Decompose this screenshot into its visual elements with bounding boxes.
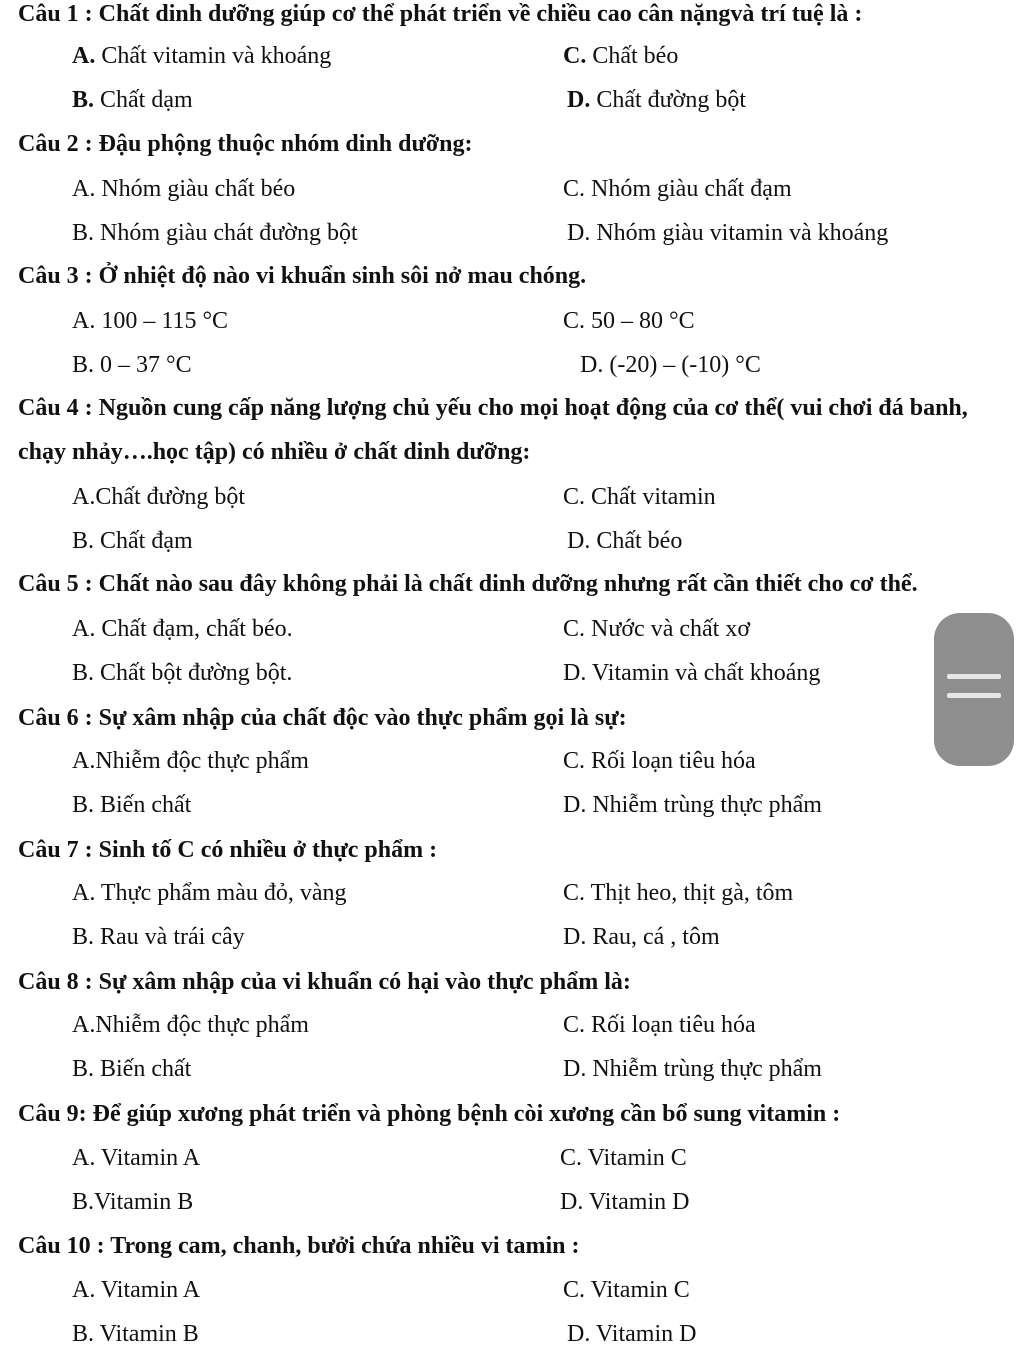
- question-9-option-d: D. Vitamin D: [560, 1189, 690, 1215]
- question-6-title: Câu 6 : Sự xâm nhập của chất độc vào thực phẩm gọi là sự:: [18, 705, 627, 731]
- question-3-option-b: B. 0 – 37 °C: [72, 352, 192, 378]
- question-1-option-a: [72, 41, 331, 71]
- option-text: Chất béo: [586, 43, 679, 69]
- question-9-title: Câu 9: Để giúp xương phát triển và phòng bệnh còi xương cần bổ sung vitamin :: [18, 1101, 841, 1127]
- option-text: Chất đường bột: [590, 87, 747, 113]
- question-3-option-a: A. 100 – 115 °C: [72, 308, 229, 334]
- question-5-option-d: D. Vitamin và chất khoáng: [563, 660, 821, 686]
- handle-grip-line-bottom: [947, 693, 1001, 698]
- question-5-option-b: B. Chất bột đường bột.: [72, 660, 293, 686]
- question-7-option-a: A. Thực phẩm màu đỏ, vàng: [72, 880, 347, 906]
- question-4-option-b: B. Chất đạm: [72, 528, 193, 554]
- question-10-option-b: B. Vitamin B: [72, 1321, 199, 1347]
- question-2-option-a: A. Nhóm giàu chất béo: [72, 176, 296, 202]
- question-6-option-a: A.Nhiễm độc thực phẩm: [72, 748, 309, 774]
- question-10-option-a: A. Vitamin A: [72, 1277, 201, 1303]
- question-9-option-b: B.Vitamin B: [72, 1189, 194, 1215]
- question-2-option-c: C. Nhóm giàu chất đạm: [563, 176, 792, 202]
- question-7-option-c: C. Thịt heo, thịt gà, tôm: [563, 880, 794, 906]
- option-text: Chất dạm: [94, 87, 193, 113]
- question-4-title: Câu 4 : Nguồn cung cấp năng lượng chủ yếu cho mọi hoạt động của cơ thể( vui chơi đá banh, chạy nhảy….học tập) có nhiều ở chất dinh dưỡng:: [18, 395, 968, 465]
- question-8-option-b: B. Biến chất: [72, 1056, 192, 1082]
- question-7-option-d: D. Rau, cá , tôm: [563, 924, 720, 950]
- question-1-option-c: [563, 41, 678, 71]
- question-8-option-d: D. Nhiễm trùng thực phẩm: [563, 1056, 822, 1082]
- question-1-title: Câu 1 : Chất dinh dưỡng giúp cơ thể phát triển về chiều cao cân nặngvà trí tuệ là :: [18, 1, 863, 27]
- option-letter: C.: [563, 43, 587, 69]
- question-8-option-a: A.Nhiễm độc thực phẩm: [72, 1012, 309, 1038]
- question-5-option-a: A. Chất đạm, chất béo.: [72, 616, 293, 642]
- question-4-option-c: C. Chất vitamin: [563, 484, 716, 510]
- option-letter: B.: [72, 87, 95, 113]
- question-4-option-a: A.Chất đường bột: [72, 484, 246, 510]
- scroll-handle[interactable]: [934, 613, 1014, 766]
- question-7-option-b: B. Rau và trái cây: [72, 924, 245, 950]
- question-2-title: Câu 2 : Đậu phộng thuộc nhóm dinh dưỡng:: [18, 131, 473, 157]
- question-9-option-c: C. Vitamin C: [560, 1145, 687, 1171]
- question-1-option-d: [567, 85, 746, 115]
- question-3-title: Câu 3 : Ở nhiệt độ nào vi khuẩn sinh sôi nở mau chóng.: [18, 263, 587, 289]
- question-8-title: Câu 8 : Sự xâm nhập của vi khuẩn có hại vào thực phẩm là:: [18, 969, 631, 995]
- question-4-option-d: D. Chất béo: [567, 528, 683, 554]
- question-8-option-c: C. Rối loạn tiêu hóa: [563, 1012, 756, 1038]
- question-10-option-c: C. Vitamin C: [563, 1277, 690, 1303]
- question-3-option-d: D. (-20) – (-10) °C: [580, 352, 761, 378]
- question-1-option-b: [72, 85, 193, 115]
- question-10-title: Câu 10 : Trong cam, chanh, bưởi chứa nhiều vi tamin :: [18, 1233, 580, 1259]
- question-9-option-a: A. Vitamin A: [72, 1145, 201, 1171]
- question-5-option-c: C. Nước và chất xơ: [563, 616, 751, 642]
- question-6-option-d: D. Nhiễm trùng thực phẩm: [563, 792, 822, 818]
- option-text: Chất vitamin và khoáng: [95, 43, 332, 69]
- question-6-option-b: B. Biến chất: [72, 792, 192, 818]
- question-10-option-d: D. Vitamin D: [567, 1321, 697, 1347]
- option-letter: A.: [72, 43, 96, 69]
- question-3-option-c: C. 50 – 80 °C: [563, 308, 695, 334]
- question-6-option-c: C. Rối loạn tiêu hóa: [563, 748, 756, 774]
- option-letter: D.: [567, 87, 591, 113]
- question-7-title: Câu 7 : Sinh tố C có nhiều ở thực phẩm :: [18, 837, 438, 863]
- question-2-option-b: B. Nhóm giàu chát đường bột: [72, 220, 358, 246]
- question-2-option-d: D. Nhóm giàu vitamin và khoáng: [567, 220, 889, 246]
- question-5-title: Câu 5 : Chất nào sau đây không phải là chất dinh dưỡng nhưng rất cần thiết cho cơ thể.: [18, 571, 918, 597]
- handle-grip-line-top: [947, 674, 1001, 679]
